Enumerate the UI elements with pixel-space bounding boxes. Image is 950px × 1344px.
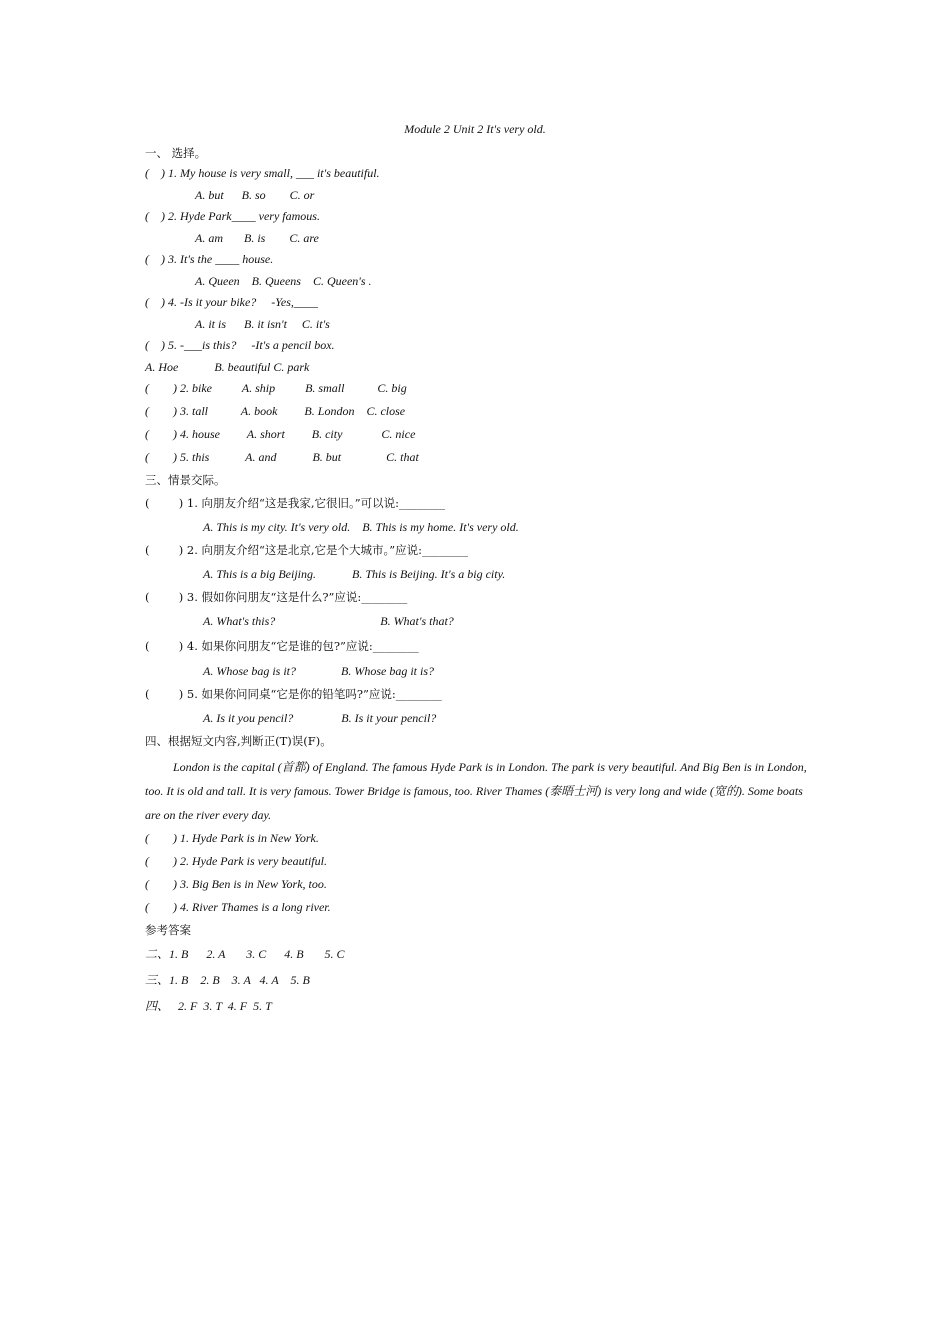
- true-false-item: ( ) 2. Hyde Park is very beautiful.: [145, 854, 327, 868]
- situation-question-3: ( ) 3. 假如你问朋友“这是什么?”应说:________: [145, 590, 408, 604]
- question-2: ( ) 2. Hyde Park____ very famous.: [145, 209, 320, 223]
- question-1: ( ) 1. My house is very small, ___ it's beautiful.: [145, 166, 380, 180]
- situation-options-1: A. This is my city. It's very old. B. This is my home. It's very old.: [203, 520, 519, 534]
- section2-row: ( ) 5. this A. and B. but C. that: [145, 450, 419, 464]
- question-3-options: A. Queen B. Queens C. Queen's .: [195, 274, 372, 288]
- answers-heading: 参考答案: [145, 923, 191, 937]
- answers-section3: 三、1. B 2. B 3. A 4. A 5. B: [145, 973, 310, 987]
- situation-options-3: A. What's this? B. What's that?: [203, 614, 454, 628]
- reading-passage: [145, 755, 810, 827]
- question-2-options: A. am B. is C. are: [195, 231, 319, 245]
- worksheet-title: Module 2 Unit 2 It's very old.: [404, 122, 546, 136]
- situation-question-2: ( ) 2. 向朋友介绍“这是北京,它是个大城市。”应说:________: [145, 543, 469, 557]
- section3-heading: 三、情景交际。: [145, 473, 226, 487]
- situation-options-4: A. Whose bag is it? B. Whose bag it is?: [203, 664, 434, 678]
- question-1-options: A. but B. so C. or: [195, 188, 315, 202]
- question-5-options: A. Hoe B. beautiful C. park: [145, 360, 310, 374]
- situation-options-2: A. This is a big Beijing. B. This is Beijing. It's a big city.: [203, 567, 506, 581]
- question-4-options: A. it is B. it isn't C. it's: [195, 317, 330, 331]
- section2-row: ( ) 4. house A. short B. city C. nice: [145, 427, 416, 441]
- question-4: ( ) 4. -Is it your bike? -Yes,____: [145, 295, 318, 309]
- true-false-item: ( ) 3. Big Ben is in New York, too.: [145, 877, 327, 891]
- situation-question-5: ( ) 5. 如果你问同桌“它是你的铅笔吗?”应说:________: [145, 687, 442, 701]
- answers-section4: 四、 2. F 3. T 4. F 5. T: [145, 999, 272, 1013]
- question-5: ( ) 5. -___is this? -It's a pencil box.: [145, 338, 335, 352]
- situation-question-4: ( ) 4. 如果你问朋友“它是谁的包?”应说:________: [145, 639, 419, 653]
- section2-row: ( ) 2. bike A. ship B. small C. big: [145, 381, 407, 395]
- section1-heading: 一、 选择。: [145, 146, 207, 160]
- true-false-item: ( ) 4. River Thames is a long river.: [145, 900, 331, 914]
- question-3: ( ) 3. It's the ____ house.: [145, 252, 274, 266]
- section4-heading: 四、根据短文内容,判断正(T)误(F)。: [145, 734, 332, 748]
- situation-question-1: ( ) 1. 向朋友介绍“这是我家,它很旧。”可以说:________: [145, 496, 446, 510]
- situation-options-5: A. Is it you pencil? B. Is it your pencil?: [203, 711, 437, 725]
- true-false-item: ( ) 1. Hyde Park is in New York.: [145, 831, 319, 845]
- section2-row: ( ) 3. tall A. book B. London C. close: [145, 404, 406, 418]
- answers-section2: 二、1. B 2. A 3. C 4. B 5. C: [145, 947, 345, 961]
- reading-passage-text: London is the capital (首都) of England. The famous Hyde Park is in London. The park is very beautiful. And Big Ben is in London, too. It is old and tall. It is very famous. Tower Bridge is famous, too. River Thames (泰晤士河) is very long and wide (宽的). Some boats are on the river every day.: [145, 760, 807, 822]
